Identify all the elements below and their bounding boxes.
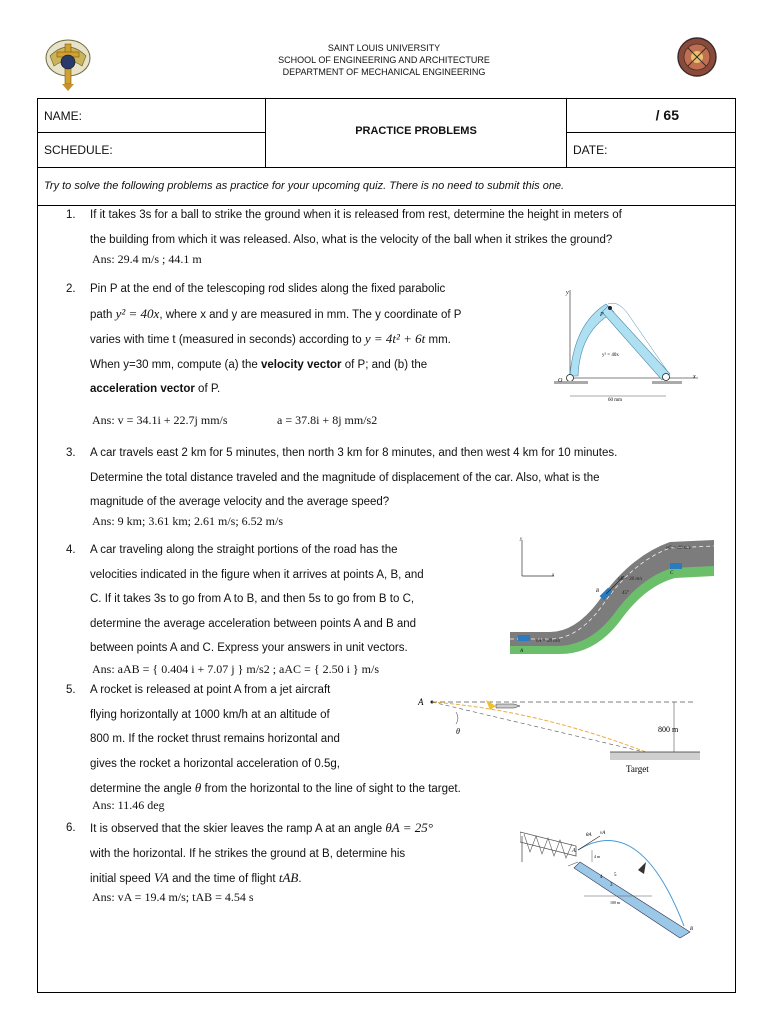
problem-text: [90, 441, 730, 515]
fig-slope-3: 3: [610, 883, 613, 888]
equation: tAB: [278, 870, 299, 885]
equation: VA: [153, 870, 169, 885]
fig-distance-label: 100 m: [610, 900, 621, 905]
problem-line: initial speed VA and the time of flight tAB.: [90, 870, 302, 885]
university-name: SAINT LOUIS UNIVERSITY: [327, 43, 441, 53]
problem-line: with the horizontal. If he strikes the ground at B, determine his: [90, 847, 406, 860]
problem-text: [90, 538, 510, 661]
equation: y² = 40x: [115, 305, 160, 321]
fig-x-label: x: [693, 374, 696, 380]
answer: Ans: 29.4 m/s ; 44.1 m: [92, 252, 202, 266]
total-score: / 65: [567, 99, 735, 133]
name-label: NAME:: [38, 99, 266, 133]
department-name: DEPARTMENT OF MECHANICAL ENGINEERING: [282, 67, 486, 77]
answer: Ans: vA = 19.4 m/s; tAB = 4.54 s: [92, 890, 254, 904]
problem-line: path y² = 40x, where x and y are measured in mm. The y coordinate of P: [90, 305, 462, 321]
problem-number: 3.: [66, 447, 76, 459]
problem-number: 4.: [66, 544, 76, 556]
problem-line: gives the rocket a horizontal acceleration of 0.5g,: [90, 757, 340, 770]
problem-line: It is observed that the skier leaves the ramp A at an angle θA = 25°: [90, 820, 433, 835]
fig-a-label: A: [520, 649, 524, 654]
fig-va-label: vA = 20 m/s: [536, 639, 561, 644]
problem-number: 1.: [66, 209, 76, 221]
fig-va-label: vA: [600, 831, 606, 836]
fig-equation: y² = 40x: [602, 353, 619, 358]
problem-line: the building from which it was released. Also, what is the velocity of the ball when it strikes the ground?: [90, 233, 613, 246]
equation: θA = 25°: [385, 820, 433, 835]
date-label: DATE:: [573, 143, 608, 157]
skier-figure: [520, 822, 704, 940]
problem-line: varies with time t (measured in seconds) according to y = 4t² + 6t mm.: [90, 331, 451, 346]
answer-acceleration: a = 37.8i + 8j mm/s2: [277, 413, 378, 427]
problem-line: Determine the total distance traveled and the magnitude of displacement of the car. Also, what is the: [90, 471, 600, 484]
fig-theta-label: θA: [586, 833, 592, 838]
answer: Ans: aAB = { 0.404 i + 7.07 j } m/s2 ; aAC = { 2.50 i } m/s: [92, 662, 380, 676]
telescoping-rod-figure: [548, 284, 708, 406]
problem-text: [90, 816, 510, 892]
theta-symbol: θ: [194, 780, 202, 795]
fig-b-label: B: [690, 927, 694, 932]
problem-number: 2.: [66, 283, 76, 295]
answer-velocity: Ans: v = 34.1i + 22.7j mm/s: [92, 413, 228, 427]
problem-line: C. If it takes 3s to go from A to B, and then 5s to go from B to C,: [90, 593, 415, 605]
problem-line: determine the average acceleration between points A and B and: [90, 617, 417, 630]
problem-line: determine the angle θ from the horizontal to the line of sight to the target.: [90, 780, 461, 795]
problem-line: velocities indicated in the figure when it arrives at points A, B, and: [90, 568, 424, 581]
fig-height-label: 4 m: [594, 854, 601, 859]
fig-vb-label: vB = 30 m/s: [618, 577, 643, 582]
schedule-label: SCHEDULE:: [38, 133, 266, 167]
problem-line: acceleration vector of P.: [90, 383, 221, 395]
problem-line: flying horizontally at 1000 km/h at an altitude of: [90, 708, 330, 721]
fig-a-label: A: [418, 697, 424, 707]
problem-line: magnitude of the average velocity and the average speed?: [90, 496, 390, 508]
instructions: Try to solve the following problems as practice for your upcoming quiz. There is no need to submit this one.: [38, 167, 735, 205]
fig-dimension: 60 mm: [608, 398, 623, 403]
problem-number: 6.: [66, 822, 76, 834]
fig-altitude-label: 800 m: [658, 725, 679, 734]
problem-line: If it takes 3s for a ball to strike the ground when it is released from rest, determine the height in meters of: [90, 209, 622, 221]
university-seal-icon: [44, 36, 92, 92]
fig-theta-label: θ: [456, 727, 460, 736]
problem-line: A car traveling along the straight portions of the road has the: [90, 544, 398, 556]
problem-line: When y=30 mm, compute (a) the velocity vector of P; and (b) the: [90, 358, 428, 371]
problem-line: between points A and C. Express your answers in unit vectors.: [90, 642, 408, 654]
rocket-figure: [416, 690, 700, 778]
fig-target-label: Target: [626, 764, 649, 774]
problem-text: [90, 203, 730, 252]
document-title: PRACTICE PROBLEMS: [266, 99, 567, 167]
fig-angle-label: 45°: [622, 591, 629, 596]
fig-slope-4: 4: [600, 875, 603, 880]
fig-vc-label: vC = 40 m/s: [666, 546, 691, 551]
fig-a-label: A: [572, 848, 576, 854]
problem-number: 5.: [66, 684, 76, 696]
institution-header: [200, 42, 568, 78]
fig-slope-5: 5: [614, 873, 617, 878]
problem-line: Pin P at the end of the telescoping rod slides along the fixed parabolic: [90, 283, 446, 295]
answer: Ans: 11.46 deg: [92, 798, 165, 812]
fig-o-label: O: [558, 378, 563, 384]
title-block: [37, 98, 736, 206]
problem-text: [90, 277, 540, 402]
fig-y-label: y: [520, 537, 523, 542]
page-header: [0, 36, 768, 88]
problem-line: A rocket is released at point A from a jet aircraft: [90, 684, 331, 696]
fig-c-label: C: [670, 571, 674, 576]
equation: y = 4t² + 6t: [364, 331, 426, 346]
fig-b-label: B: [596, 589, 600, 594]
fig-p-label: P: [600, 312, 604, 318]
fig-y-label: y: [566, 290, 569, 296]
fig-x-label: x: [552, 573, 555, 578]
problem-line: A car travels east 2 km for 5 minutes, then north 3 km for 8 minutes, and then west 4 km for 10 minutes.: [90, 447, 618, 459]
answer: Ans: 9 km; 3.61 km; 2.61 m/s; 6.52 m/s: [92, 514, 284, 528]
road-figure: [510, 536, 714, 656]
department-seal-icon: [676, 36, 718, 78]
problem-line: 800 m. If the rocket thrust remains horizontal and: [90, 733, 340, 745]
school-name: SCHOOL OF ENGINEERING AND ARCHITECTURE: [278, 55, 490, 65]
